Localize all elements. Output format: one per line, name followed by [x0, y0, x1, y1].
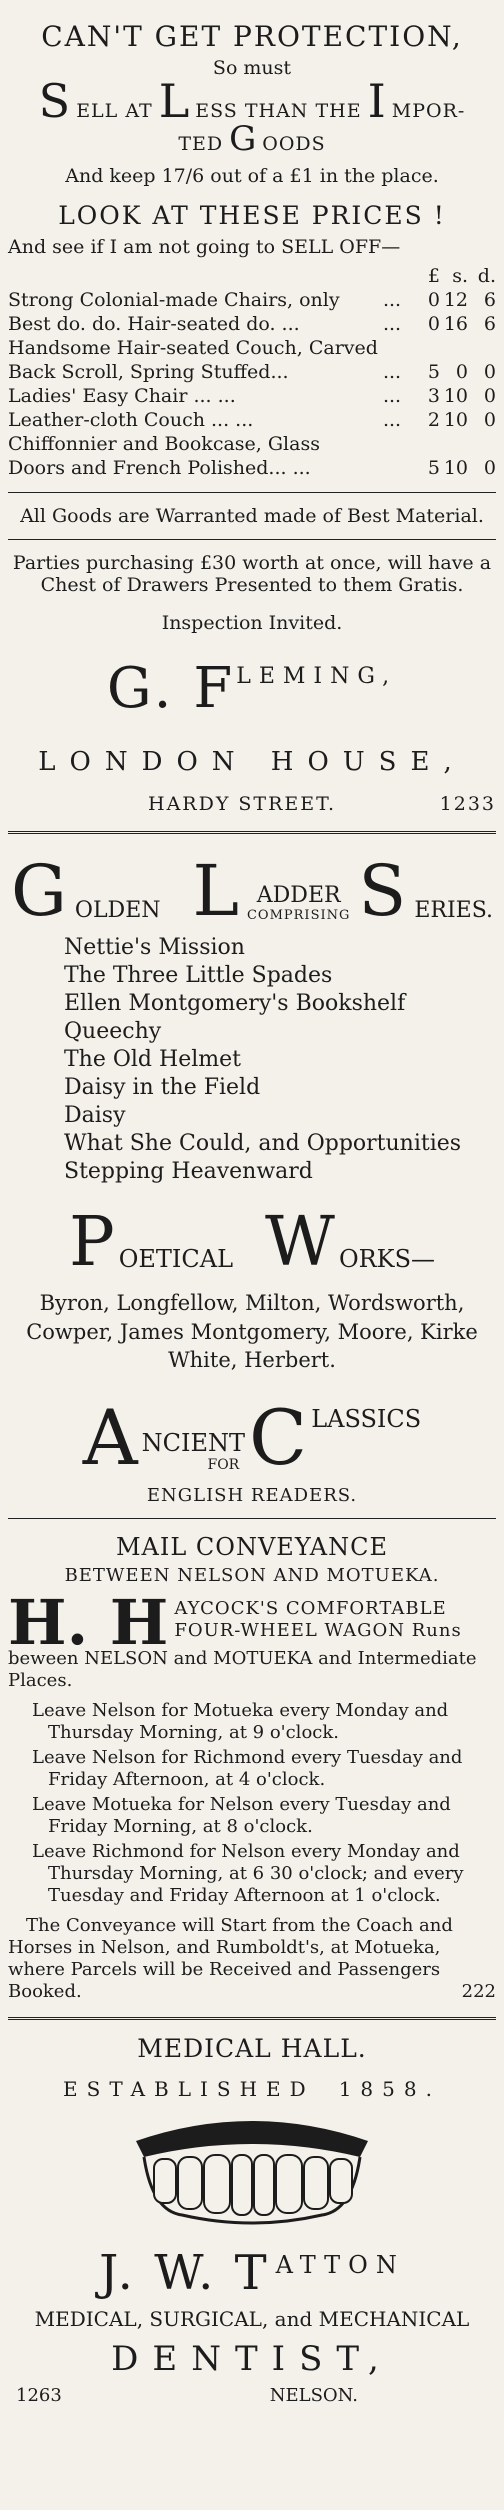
so-must: So must [212, 57, 292, 79]
medical-hall-title: MEDICAL HALL. [137, 2033, 367, 2063]
keep-text: And keep 17/6 out of a £1 in the place. [65, 164, 439, 187]
drop-cap-l: L [158, 74, 190, 128]
see-text: And see if I am not going to SELL OFF— [8, 235, 401, 258]
list-item: Leave Motueka for Nelson every Tuesday and Friday Morning, at 8 o'clock. [32, 1794, 451, 1838]
places-text: beween NELSON and MOTUEKA and Intermediate Places. [8, 1648, 477, 1692]
table-row: Ladies' Easy Chair ... ... ... 3 10 0 [8, 384, 496, 407]
advert-ref: 1233 [439, 792, 496, 815]
table-row: Chiffonnier and Bookcase, Glass [8, 432, 320, 455]
ancient-classics-title: A NCIENT FOR C LASSICS [82, 1393, 422, 1483]
list-item: Ellen Montgomery's Bookshelf [64, 990, 406, 1016]
list-item: The Three Little Spades [64, 962, 333, 988]
advert-separator [8, 1518, 496, 1519]
list-item: What She Could, and Opportunities [64, 1130, 462, 1156]
divider [8, 539, 496, 540]
newspaper-column [0, 20, 504, 2510]
dentist-title: DENTIST, [111, 2338, 393, 2379]
list-item: Queechy [64, 1018, 162, 1044]
table-row: Best do. do. Hair-seated do. ... ... 0 16 6 [8, 312, 496, 335]
haycock-intro: H. H AYCOCK'S COMFORTABLE FOUR-WHEEL WAGON Runs [8, 1585, 462, 1659]
books-advert [8, 849, 496, 1506]
mail-subtitle: BETWEEN NELSON AND MOTUEKA. [64, 1564, 440, 1586]
less-text: ESS THAN THE [195, 100, 362, 123]
table-row: Leather-cloth Couch ... ... ... 2 10 0 [8, 408, 496, 431]
list-item: Nettie's Mission [64, 934, 245, 960]
hardy-street: HARDY STREET. [148, 792, 337, 815]
look-heading: LOOK AT THESE PRICES ! [58, 200, 446, 230]
ted-text: TED [178, 133, 224, 156]
poetical-works-title: P OETICAL W ORKS— [68, 1202, 436, 1282]
advert-separator [8, 2017, 496, 2020]
mail-title: MAIL CONVEYANCE [115, 1532, 389, 1561]
timetable [8, 1700, 496, 1907]
inspection-text: Inspection Invited. [161, 611, 343, 634]
list-item: Leave Richmond for Nelson every Monday and Thursday Morning, at 6 30 o'clock; and every Tuesday and Friday Afternoon at 1 o'clock. [32, 1841, 464, 1906]
list-item: Daisy [64, 1102, 126, 1128]
tatton-name: J. W. T ATTON [99, 2244, 405, 2301]
goods-line [8, 119, 496, 160]
sell-text: ELL AT [76, 100, 153, 123]
parties-text: Parties purchasing £30 worth at once, will have a Chest of Drawers Presented to them Gratis. [12, 551, 492, 596]
advert-ref: 1263 [16, 2384, 62, 2406]
divider [8, 492, 496, 493]
shilling-header: s. [452, 264, 468, 287]
table-row: Back Scroll, Spring Stuffed... ... 5 0 0 [8, 360, 496, 383]
advert-separator [8, 831, 496, 834]
pound-header: £ [427, 264, 440, 287]
drop-cap-s: S [38, 74, 71, 128]
authors-list: Byron, Longfellow, Milton, Wordsworth, Cowper, James Montgomery, Moore, Kirke White, Herbert. [26, 1291, 478, 1372]
sell-line [8, 74, 496, 128]
table-row: Handsome Hair-seated Couch, Carved [8, 336, 378, 359]
closing-text: The Conveyance will Start from the Coach and Horses in Nelson, and Rumboldt's, at Motueka, where Parcels will be Received and Passengers Booked. 222 [8, 1914, 496, 2002]
mail-conveyance-advert [8, 1533, 496, 2003]
pence-header: d. [477, 264, 496, 287]
established-row: ESTABLISHED 1858. [63, 2076, 441, 2101]
currency-header [8, 264, 496, 288]
price-table [8, 264, 496, 480]
golden-ladder-title: G OLDEN L ADDER COMPRISING S ERIES. [10, 849, 493, 932]
list-item: Daisy in the Field [64, 1074, 261, 1100]
fleming-name: G. F LEMING, [106, 655, 398, 721]
medical-line: MEDICAL, SURGICAL, and MECHANICAL [34, 2306, 470, 2331]
impor-text: MPOR- [391, 100, 466, 123]
book-list [64, 935, 496, 1184]
furniture-advert [8, 20, 496, 815]
table-row: Strong Colonial-made Chairs, only ... 0 12 6 [8, 288, 496, 311]
advert-ref: 222 [461, 1980, 496, 2002]
list-item: Leave Nelson for Motueka every Monday and Thursday Morning, at 9 o'clock. [32, 1700, 449, 1744]
teeth-illustration [8, 2111, 496, 2231]
table-row: Doors and French Polished... ... 5 10 0 [8, 456, 496, 479]
list-item: The Old Helmet [64, 1046, 241, 1072]
drop-cap-i: I [367, 74, 386, 128]
footer-row [8, 2385, 496, 2406]
warranted-text: All Goods are Warranted made of Best Material. [20, 504, 484, 527]
english-readers: ENGLISH READERS. [146, 1484, 358, 1506]
drop-cap-g: G [229, 119, 257, 160]
headline: CAN'T GET PROTECTION, [41, 20, 463, 53]
london-house: LONDON HOUSE, [38, 746, 466, 777]
medical-hall-advert [8, 2034, 496, 2406]
list-item: Stepping Heavenward [64, 1158, 313, 1184]
address-row [8, 793, 496, 815]
list-item: Leave Nelson for Richmond every Tuesday and Friday Afternoon, at 4 o'clock. [32, 1747, 463, 1791]
nelson-text: NELSON. [269, 2384, 358, 2406]
denture-icon [122, 2111, 382, 2231]
drop-cap-h: H. H [8, 1585, 169, 1659]
goods-text: OODS [262, 133, 326, 156]
